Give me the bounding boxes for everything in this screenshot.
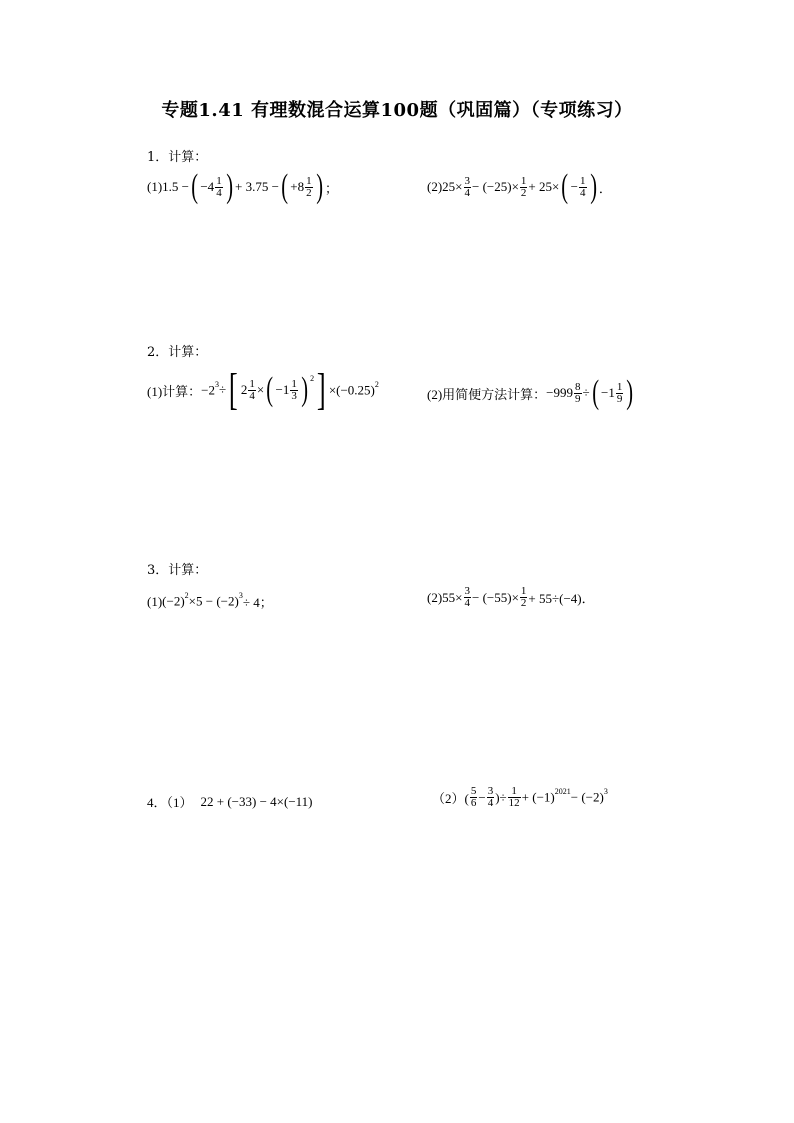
q3p2-label: (2) xyxy=(427,589,443,605)
q1p2-neg-sign: − xyxy=(570,179,579,194)
question-3-heading: 3．计算： xyxy=(147,563,208,578)
q1p1-mixed-1-fraction: $\frac{1}{4}$ xyxy=(216,174,222,199)
q1p2-term-c: + 25× xyxy=(528,179,560,194)
q1p2-end: ． xyxy=(598,180,612,196)
q1p1-mixed-2-fraction: $\frac{1}{2}$ xyxy=(306,174,312,199)
q1p1-end: ； xyxy=(324,180,338,196)
q2p2-divide: ÷ xyxy=(582,385,590,400)
q2p2-mixed-whole: −1 xyxy=(600,385,615,400)
q1p2-label: (2) xyxy=(427,179,443,194)
q3p1-label: (1) xyxy=(147,593,163,609)
question-4-part-1 xyxy=(147,792,313,811)
q3p2-term-a: 55× xyxy=(442,589,463,605)
q2p1-term-a: $-2^3$ xyxy=(201,379,220,398)
question-1-heading: 1．计算： xyxy=(147,150,208,165)
question-3-part-2 xyxy=(427,586,595,609)
q1p2-fraction-2: $\frac{1}{2}$ xyxy=(520,174,527,199)
q2p1-paren-exponent: 2 xyxy=(310,373,315,383)
question-2-part-1 xyxy=(147,365,379,414)
q4p2-label: （2）( xyxy=(432,791,469,806)
q1p1-paren-1: ( −4 $\frac{1}{4}$ ) xyxy=(191,168,233,205)
q1p1-term-b: + 3.75 − xyxy=(235,179,279,194)
question-4-part-2 xyxy=(432,786,608,809)
q1p1-mixed-2-whole: +8 xyxy=(290,179,305,194)
q1p1-term-a: 1.5 − xyxy=(162,179,190,194)
q1p1-mixed-1-whole: −4 xyxy=(200,179,215,194)
q3p2-fraction-2: $\frac{1}{2}$ xyxy=(520,585,527,609)
q4p2-fraction-3: $\frac{1}{12}$ xyxy=(508,785,520,809)
q1p2-term-b: − (−25)× xyxy=(472,179,519,194)
q4p2-minus: − xyxy=(478,789,486,805)
q1p2-paren: ( − $\frac{1}{4}$ ) xyxy=(561,168,597,205)
q4p2-fraction-2: $\frac{3}{4}$ xyxy=(487,785,494,809)
q2p2-paren: ( −1 $\frac{1}{9}$ ) xyxy=(591,374,634,411)
q3p2-term-b: − (−55)× xyxy=(472,589,519,605)
q1p1-label: (1) xyxy=(147,179,163,194)
q1p2-term-a: 25× xyxy=(442,179,463,194)
question-1-part-2 xyxy=(427,168,612,205)
q2p1-mixed-2-fraction: $\frac{1}{3}$ xyxy=(291,377,297,402)
q2p1-label: (1)计算： xyxy=(147,383,202,399)
question-2-part-2 xyxy=(427,374,636,411)
q1p2-fraction-3: $\frac{1}{4}$ xyxy=(580,174,586,199)
q2p1-mixed-2-whole: −1 xyxy=(275,382,290,397)
question-2-heading: 2．计算： xyxy=(147,345,208,360)
q3p1-term-a: $(-2)^2$ xyxy=(162,591,189,609)
q2p2-mixed-fraction: $\frac{1}{9}$ xyxy=(616,380,623,405)
question-1-part-1 xyxy=(147,168,338,205)
q2p2-fraction-1: $\frac{8}{9}$ xyxy=(575,380,581,405)
q4p1-expression: 22 + (−33) − 4×(−11) xyxy=(200,793,313,809)
q4p2-fraction-1: $\frac{5}{6}$ xyxy=(470,785,477,809)
q2p1-term-d: $\times(-0.25)^2$ xyxy=(328,379,379,398)
q2p1-times: × xyxy=(256,382,265,397)
q4p2-term-d: − $(-2)^3$ xyxy=(570,787,608,805)
q2p1-mixed-1-fraction: $\frac{1}{4}$ xyxy=(249,377,255,402)
q2p1-bracket: [ 2 $\frac{1}{4}$ × ( −1 $\frac{1}{3}$ ) $^2$ ] xyxy=(229,365,326,414)
q3p1-term-c: ÷ 4； xyxy=(242,595,273,610)
q2p1-mixed-1-whole: 2 xyxy=(240,382,248,397)
q2p1-divide: ÷ xyxy=(219,382,227,397)
q2p2-label: (2)用简便方法计算： xyxy=(427,386,547,402)
q2p2-whole: −999 xyxy=(546,385,574,400)
q1p2-fraction-1: $\frac{3}{4}$ xyxy=(464,174,471,199)
q4p2-term-c: + $(-1)^{2021}$ xyxy=(521,787,571,805)
q1p1-paren-2: ( +8 $\frac{1}{2}$ ) xyxy=(281,168,323,205)
page-title: 专题1.41 有理数混合运算100题（巩固篇）（专项练习） xyxy=(161,100,633,121)
question-3-part-1 xyxy=(147,592,273,611)
q3p2-term-c: + 55÷(−4)． xyxy=(528,591,595,606)
q3p2-fraction-1: $\frac{3}{4}$ xyxy=(464,585,471,609)
q4p2-divide: )÷ xyxy=(495,789,507,805)
question-4-heading: 4．（1） xyxy=(147,795,193,810)
q3p1-term-b: $\times 5 - (-2)^3$ xyxy=(188,591,243,609)
